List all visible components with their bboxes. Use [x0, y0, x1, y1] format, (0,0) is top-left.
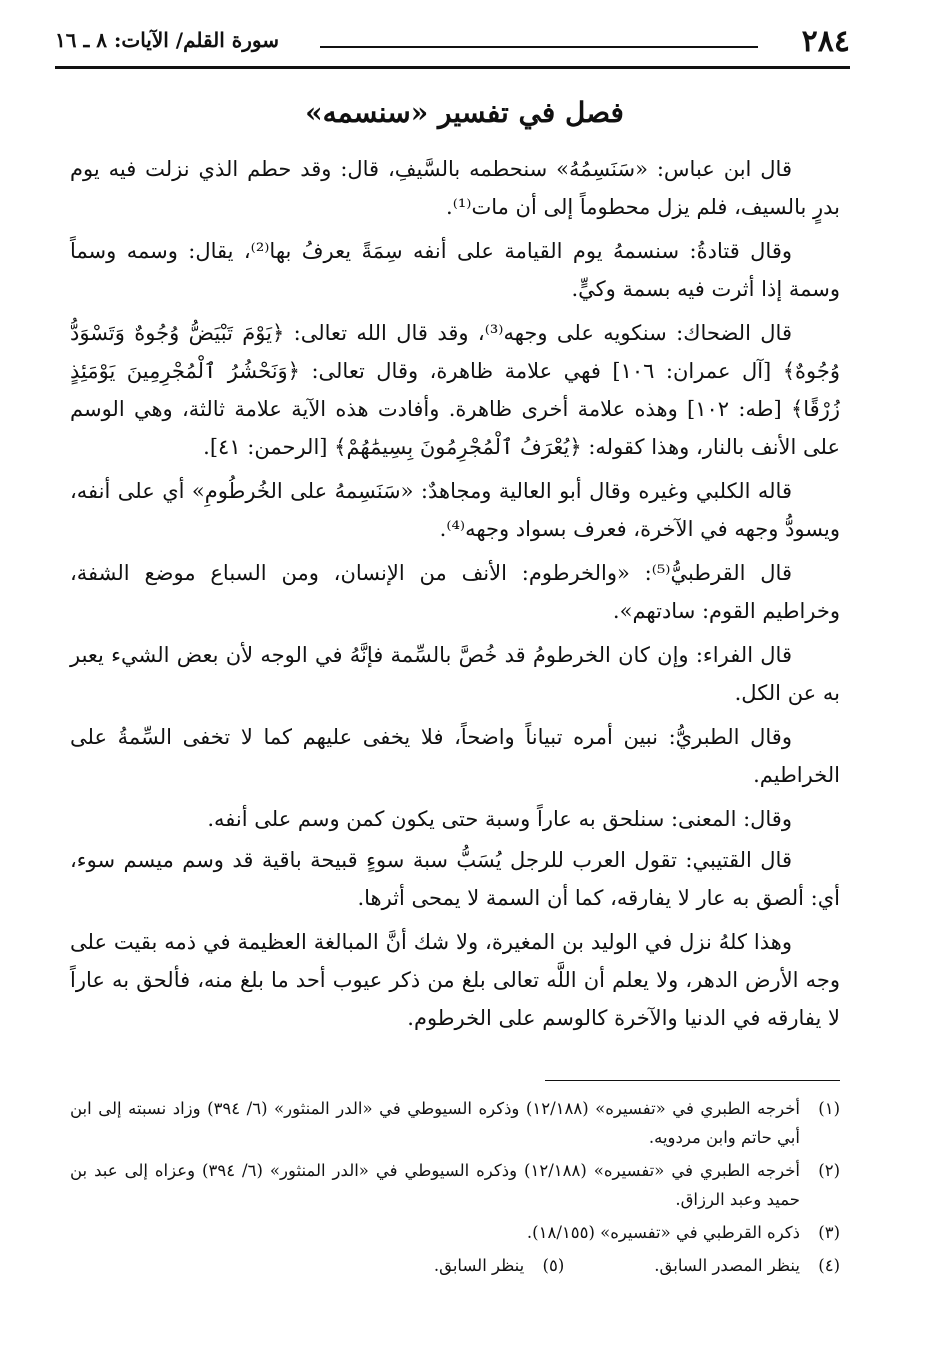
- page-header: [55, 22, 850, 66]
- running-title: سورة القلم/ الآيات: ٨ ـ ١٦: [55, 28, 279, 52]
- footnote: [70, 1218, 840, 1247]
- paragraph: قاله الكلبي وغيره وقال أبو العالية ومجاهدٌ: «سَنَسِمهُ على الخُرطُومِ» أي على أنفه، ويسودُّ وجهه في الآخرة، فعرف بسواد وجهه⁽⁴⁾.: [70, 479, 840, 541]
- footnotes: [70, 1094, 840, 1280]
- paragraph: قال القرطبيُّ⁽⁵⁾: «والخرطوم: الأنف من الإنسان، ومن السباع موضع الشفة، وخراطيم القوم: سادتهم».: [70, 561, 840, 623]
- paragraph: وقال الطبريُّ: نبين أمره تبياناً واضحاً، فلا يخفى عليهم كما لا تخفى السِّمةُ على الخراطيم.: [70, 725, 840, 787]
- header-dash-line: [320, 46, 758, 48]
- header-rule: [55, 66, 850, 69]
- page-number: ٢٨٤: [801, 24, 850, 59]
- footnote-number: (٤): [818, 1256, 840, 1275]
- footnote-text: أخرجه الطبري في «تفسيره» (١٢/١٨٨) وذكره السيوطي في «الدر المنثور» (٦/ ٣٩٤) وزاد نسبته إلى ابن أبي حاتم وابن مردويه.: [70, 1099, 800, 1147]
- paragraph: وقال قتادةُ: سنسمهُ يوم القيامة على أنفه سِمَةً يعرفُ بها⁽²⁾، يقال: وسمه وسماً وسمة إذا أثرت فيه بسمة وكيٍّ.: [70, 239, 840, 301]
- footnote-separator: [545, 1080, 840, 1081]
- paragraph: قال الفراء: وإن كان الخرطومُ قد خُصَّ بالسِّمة فإنَّهُ في الوجه لأن بعض الشيء يعبر به عن الكل.: [70, 643, 840, 705]
- footnote-row: [70, 1251, 840, 1280]
- paragraph: وقال: المعنى: سنلحق به عاراً وسبة حتى يكون كمن وسم على أنفه.: [207, 807, 792, 831]
- footnote: [434, 1251, 564, 1280]
- paragraph: قال القتيبي: تقول العرب للرجل يُسَبُّ سبة سوءٍ قبيحة باقية قد وسم ميسم سوء، أي: ألصق به عار لا يفارقه، كما أن السمة لا يمحى أثرها.: [70, 848, 840, 910]
- section-heading: فصل في تفسير «سنسمه»: [305, 96, 624, 129]
- footnote-text: ينظر المصدر السابق.: [654, 1256, 800, 1275]
- paragraph: وهذا كلهُ نزل في الوليد بن المغيرة، ولا شك أنَّ المبالغة العظيمة في ذمه بقيت على وجه الأرض الدهر، ولا يعلم أن اللَّه تعالى بلغ من ذكر عيوب أحد ما بلغ منه، فألحق به عاراً لا يفارقه في الدنيا والآخرة كالوسم على الخرطوم.: [70, 930, 840, 1030]
- footnote: [70, 1156, 840, 1214]
- main-text: [70, 150, 840, 1043]
- paragraph: قال الضحاك: سنكويه على وجهه⁽³⁾، وقد قال الله تعالى: ﴿يَوْمَ تَبْيَضُّ وُجُوهٌ وَتَسْوَدُّ وُجُوهٌ﴾ [آل عمران: ١٠٦] فهي علامة ظاهرة، وقال تعالى: ﴿وَنَحْشُرُ ٱلْمُجْرِمِينَ يَوْمَئِذٍ زُرْقًا﴾ [طه: ١٠٢] وهذه علامة أخرى ظاهرة. وأفادت هذه الآية علامة ثالثة، وهي الوسم على الأنف بالنار، وهذا كقوله: ﴿يُعْرَفُ ٱلْمُجْرِمُونَ بِسِيمَٰهُمْ﴾ [الرحمن: ٤١].: [70, 321, 840, 459]
- footnote-text: ينظر السابق.: [433, 1256, 525, 1275]
- footnote: [70, 1094, 840, 1152]
- footnote-number: (٢): [818, 1161, 840, 1180]
- paragraph: قال ابن عباس: «سَنَسِمُهُ» سنحطمه بالسَّيفِ، قال: وقد حطم الذي نزلت فيه يوم بدرٍ بالسيف، فلم يزل محطوماً إلى أن مات⁽¹⁾.: [70, 157, 840, 219]
- footnote-text: أخرجه الطبري في «تفسيره» (١٢/١٨٨) وذكره السيوطي في «الدر المنثور» (٦/ ٣٩٤) وعزاه إلى عبد بن حميد وعبد الرزاق.: [70, 1161, 800, 1209]
- footnote-number: (٣): [818, 1223, 840, 1242]
- footnote-number: (١): [818, 1099, 840, 1118]
- footnote: [654, 1251, 840, 1280]
- footnote-text: ذكره القرطبي في «تفسيره» (١٨/١٥٥).: [526, 1223, 800, 1242]
- footnote-number: (٥): [542, 1256, 565, 1275]
